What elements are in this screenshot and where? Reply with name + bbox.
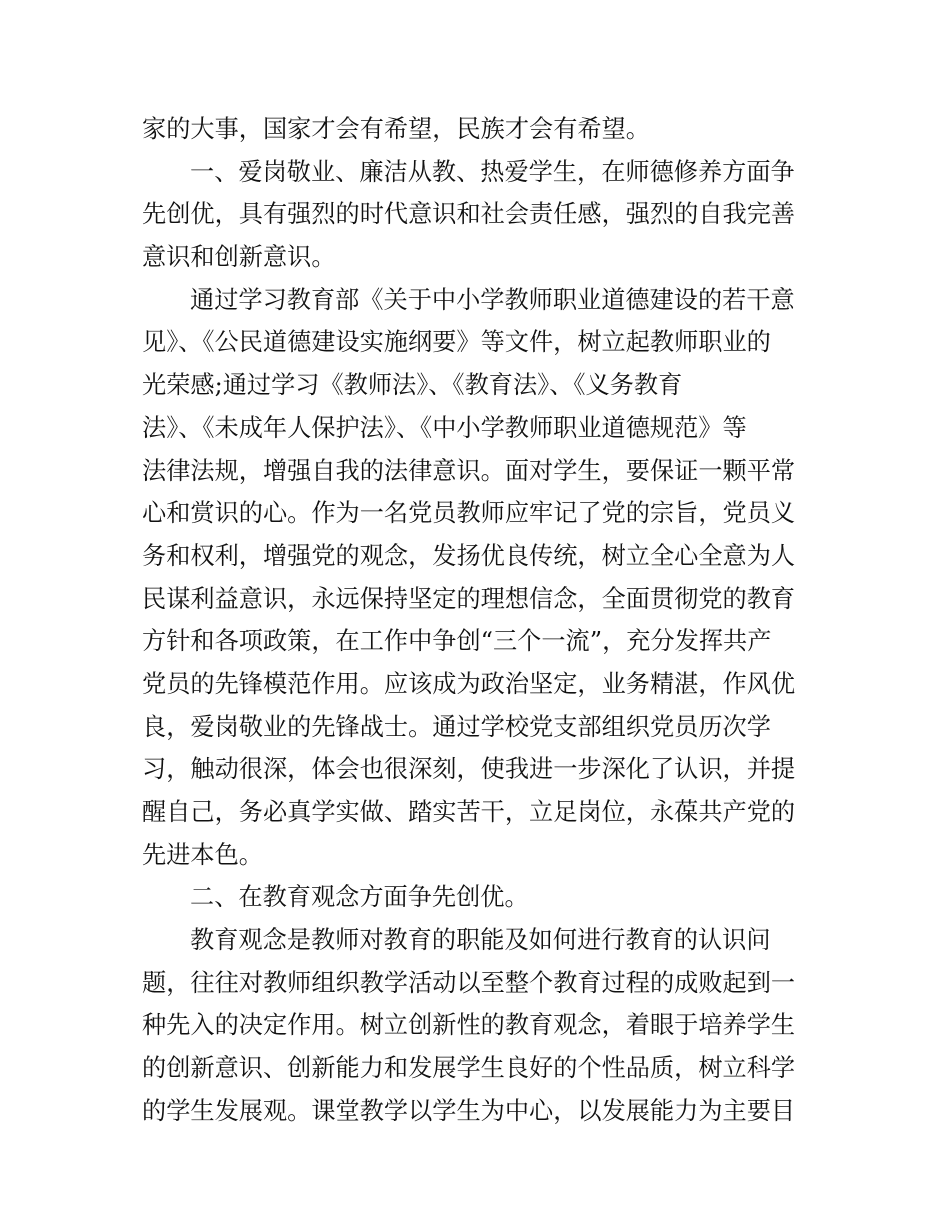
text-line: 先创优，具有强烈的时代意识和社会责任感，强烈的自我完善 xyxy=(142,200,796,229)
text-line: 民谋利益意识，永远保持坚定的理想信念，全面贯彻党的教育 xyxy=(142,584,796,613)
text-line: 方针和各项政策，在工作中争创“三个一流”，充分发挥共产 xyxy=(142,627,772,656)
text-line: 题，往往对教师组织教学活动以至整个教育过程的成败起到一 xyxy=(142,968,796,997)
paragraph-start: 通过学习教育部《关于中小学教师职业道德建设的若干意 xyxy=(190,285,795,314)
text-line: 种先入的决定作用。树立创新性的教育观念，着眼于培养学生 xyxy=(142,1011,796,1040)
text-line: 见》、《公民道德建设实施纲要》等文件，树立起教师职业的 xyxy=(142,328,771,357)
text-line: 光荣感;通过学习《教师法》、《教育法》、《义务教育 xyxy=(142,371,683,400)
text-line: 党员的先锋模范作用。应该成为政治坚定，业务精湛，作风优 xyxy=(142,669,796,698)
text-line: 意识和创新意识。 xyxy=(142,243,336,272)
text-line: 的创新意识、创新能力和发展学生良好的个性品质，树立科学 xyxy=(142,1054,796,1083)
text-line: 醒自己，务必真学实做、踏实苦干，立足岗位，永葆共产党的 xyxy=(142,798,796,826)
text-line: 心和赏识的心。作为一名党员教师应牢记了党的宗旨，党员义 xyxy=(142,499,796,528)
section-heading: 一、爱岗敬业、廉洁从教、热爱学生，在师德修养方面争 xyxy=(190,157,795,186)
body-text xyxy=(142,108,822,1133)
text-line: 习，触动很深，体会也很深刻，使我进一步深化了认识，并提 xyxy=(142,755,796,784)
text-line: 的学生发展观。课堂教学以学生为中心，以发展能力为主要目 xyxy=(142,1096,796,1125)
text-line: 家的大事，国家才会有希望，民族才会有希望。 xyxy=(142,115,650,143)
text-line: 良，爱岗敬业的先锋战士。通过学校党支部组织党员历次学 xyxy=(142,712,771,741)
paragraph-start: 教育观念是教师对教育的职能及如何进行教育的认识问 xyxy=(190,926,771,955)
text-line: 先进本色。 xyxy=(142,840,263,869)
text-line: 务和权利，增强党的观念，发扬优良传统，树立全心全意为人 xyxy=(142,541,796,570)
section-heading: 二、在教育观念方面争先创优。 xyxy=(190,883,529,912)
text-line: 法》、《未成年人保护法》、《中小学教师职业道德规范》等 xyxy=(142,413,747,442)
text-line: 法律法规，增强自我的法律意识。面对学生，要保证一颗平常 xyxy=(142,456,796,485)
